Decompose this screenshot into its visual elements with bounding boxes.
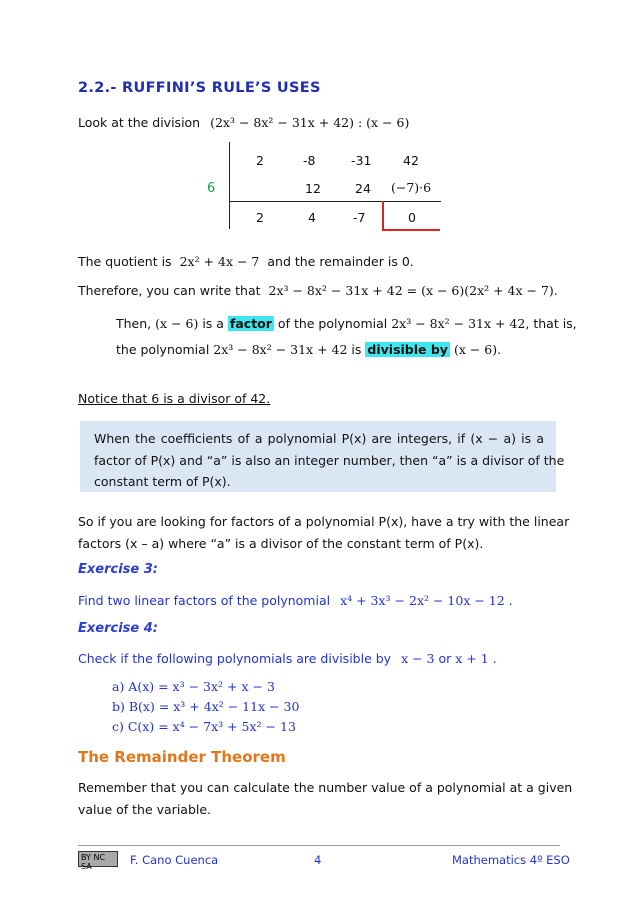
quotient-expression: 2x² + 4x − 7 [179, 254, 260, 269]
exercise-4-text: Check if the following polynomials are divisible by [78, 651, 392, 666]
remainder-theorem-title: The Remainder Theorem [78, 748, 286, 766]
theorem-line-1: When the coefficients of a polynomial P(x) are integers, if (x − a) is a [94, 431, 544, 446]
then-text-e: the polynomial [116, 342, 210, 357]
remainder-bracket-horizontal [382, 229, 440, 231]
then-line-2 [116, 342, 501, 357]
ruffini-root: 6 [207, 181, 216, 196]
exercise-4-line [78, 651, 497, 666]
then-expr-2: 2x³ − 8x² − 31x + 42 [391, 316, 526, 331]
coef-2: -8 [303, 153, 316, 168]
middle-2: 24 [355, 181, 371, 196]
then-line-1 [116, 316, 577, 331]
ruffini-vertical-line [229, 142, 230, 229]
quotient-line [78, 254, 414, 269]
exercise-3-expression: x⁴ + 3x³ − 2x² − 10x − 12 . [340, 593, 513, 608]
section-title: 2.2.- RUFFINI’S RULE’S USES [78, 80, 321, 96]
then-expr-1: (x − 6) [155, 316, 199, 331]
creative-commons-badge-icon [78, 851, 118, 871]
advice-line-2: factors (x – a) where “a” is a divisor of the constant term of P(x). [78, 536, 484, 551]
then-text-f: is [351, 342, 362, 357]
advice-line-1: So if you are looking for factors of a polynomial P(x), have a try with the linear [78, 514, 570, 529]
quotient-post: and the remainder is 0. [267, 254, 414, 269]
then-text-a: Then, [116, 316, 152, 331]
footer-page-number: 4 [314, 853, 322, 867]
then-expr-4: (x − 6). [453, 342, 502, 357]
exercise-4-item-b: b) B(x) = x³ + 4x² − 11x − 30 [112, 699, 300, 714]
middle-3: (−7)·6 [391, 180, 432, 195]
coef-3: -31 [351, 153, 372, 168]
exercise-3-line [78, 593, 513, 608]
then-text-b: is a [202, 316, 224, 331]
footer-rule [78, 845, 560, 846]
exercise-4-or: or [438, 651, 452, 666]
therefore-line [78, 283, 558, 298]
then-text-c: of the polynomial [277, 316, 388, 331]
intro-text: Look at the division [78, 115, 201, 130]
intro-expression: (2x³ − 8x² − 31x + 42) : (x − 6) [210, 115, 410, 130]
footer-course: Mathematics 4º ESO [452, 853, 570, 867]
remainder-text-line-1: Remember that you can calculate the number value of a polynomial at a given [78, 780, 573, 795]
exercise-4-divisor-2: x + 1 . [455, 651, 497, 666]
result-3: -7 [353, 210, 366, 225]
theorem-line-3: constant term of P(x). [94, 474, 231, 489]
then-expr-3: 2x³ − 8x² − 31x + 42 [213, 342, 348, 357]
license-badge-text: BY NC SA [81, 853, 106, 871]
ruffini-horizontal-line [229, 201, 441, 202]
remainder-bracket-vertical [382, 201, 384, 231]
remainder-text-line-2: value of the variable. [78, 802, 212, 817]
remainder-value: 0 [408, 210, 416, 225]
exercise-4-title: Exercise 4: [78, 621, 158, 636]
exercise-3-text: Find two linear factors of the polynomial [78, 593, 331, 608]
divisible-highlight: divisible by [367, 342, 448, 357]
therefore-pre: Therefore, you can write that [78, 283, 261, 298]
coef-1: 2 [256, 153, 264, 168]
exercise-4-divisor-1: x − 3 [401, 651, 435, 666]
exercise-4-item-c: c) C(x) = x⁴ − 7x³ + 5x² − 13 [112, 719, 296, 734]
footer-author: F. Cano Cuenca [130, 853, 219, 867]
then-text-d: , that is, [525, 316, 577, 331]
therefore-expression: 2x³ − 8x² − 31x + 42 = (x − 6)(2x² + 4x − 7). [268, 283, 558, 298]
coef-4: 42 [403, 153, 419, 168]
middle-1: 12 [305, 181, 321, 196]
exercise-3-title: Exercise 3: [78, 562, 158, 577]
exercise-4-item-a: a) A(x) = x³ − 3x² + x − 3 [112, 679, 275, 694]
intro-line [78, 115, 409, 130]
result-2: 4 [308, 210, 316, 225]
factor-highlight: factor [229, 316, 272, 331]
result-1: 2 [256, 210, 264, 225]
theorem-line-2: factor of P(x) and “a” is also an integer number, then “a” is a divisor of the [94, 453, 565, 468]
quotient-pre: The quotient is [78, 254, 172, 269]
notice-text: Notice that 6 is a divisor of 42. [78, 391, 271, 406]
